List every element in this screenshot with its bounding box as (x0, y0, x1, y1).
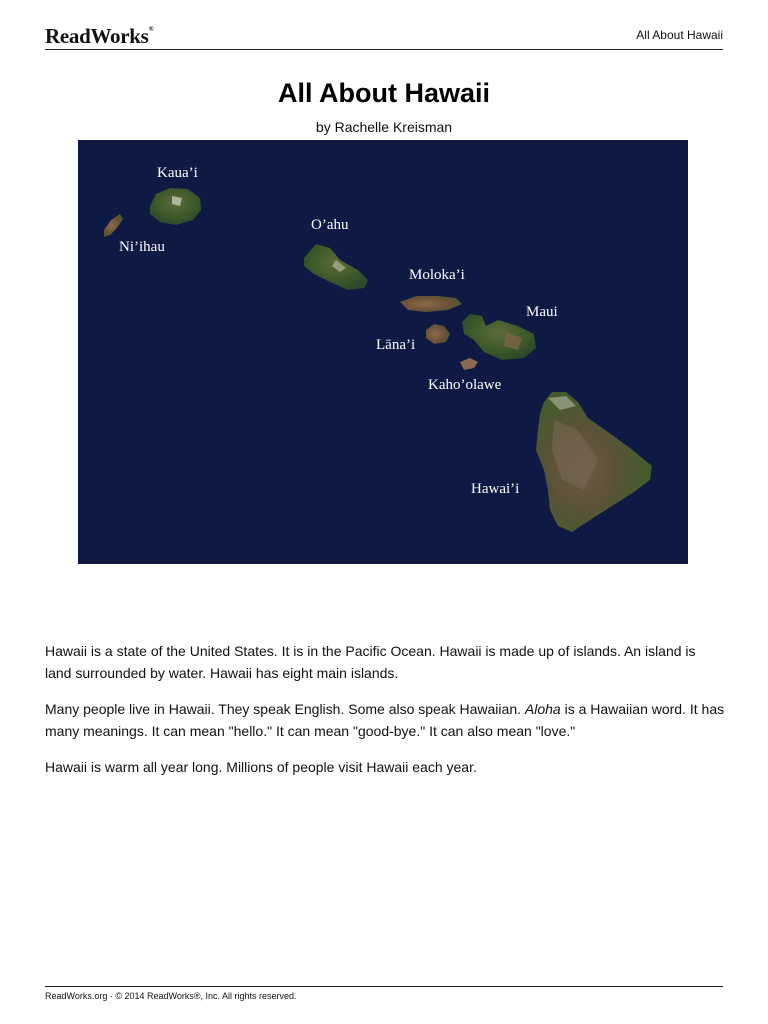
label-molokai: Moloka’i (409, 267, 465, 283)
niihau-island (104, 214, 123, 237)
article-title: All About Hawaii (277, 78, 490, 108)
paragraph-3: Hawaii is warm all year long. Millions of people visit Hawaii each year. (45, 759, 477, 775)
article-body (45, 640, 725, 792)
kauai-island (150, 188, 201, 225)
logo-registered-mark: ® (148, 25, 154, 33)
paragraph-2-start: Many people live in Hawaii. They speak English. Some also speak Hawaiian. (45, 701, 525, 717)
map-svg (78, 140, 688, 564)
label-maui: Maui (526, 304, 558, 320)
logo-text: ReadWorks (45, 24, 149, 48)
label-oahu: O’ahu (311, 217, 349, 233)
label-kahoolawe: Kaho’olawe (428, 377, 502, 393)
article-byline: by Rachelle Kreisman (315, 119, 453, 135)
paragraph-2-end: is a Hawaiian word. It has many meanings. It can mean "hello." It can mean "good-bye." It can also mean "love." (45, 701, 725, 739)
copyright-text: ReadWorks.org · © 2014 ReadWorks®, Inc. All rights reserved. (45, 991, 297, 1001)
kahoolawe-island (460, 358, 478, 370)
maui-island (462, 314, 536, 360)
molokai-island (400, 296, 462, 312)
paragraph-2 (45, 698, 725, 742)
label-niihau: Ni’ihau (119, 239, 165, 255)
page-footer (45, 986, 723, 1001)
readworks-logo (45, 24, 153, 49)
lanai-island (426, 324, 450, 344)
label-kauai: Kaua’i (157, 165, 198, 181)
label-lanai: Lāna’i (376, 337, 416, 353)
aloha-word: Aloha (524, 701, 561, 717)
label-hawaii: Hawai’i (471, 481, 520, 497)
hawaii-satellite-map (78, 140, 688, 564)
page-header (45, 22, 723, 50)
paragraph-1: Hawaii is a state of the United States. It is in the Pacific Ocean. Hawaii is made up of islands. An island is land surrounded by water. Hawaii has eight main islands. (45, 643, 696, 681)
header-doc-title: All About Hawaii (636, 28, 723, 42)
